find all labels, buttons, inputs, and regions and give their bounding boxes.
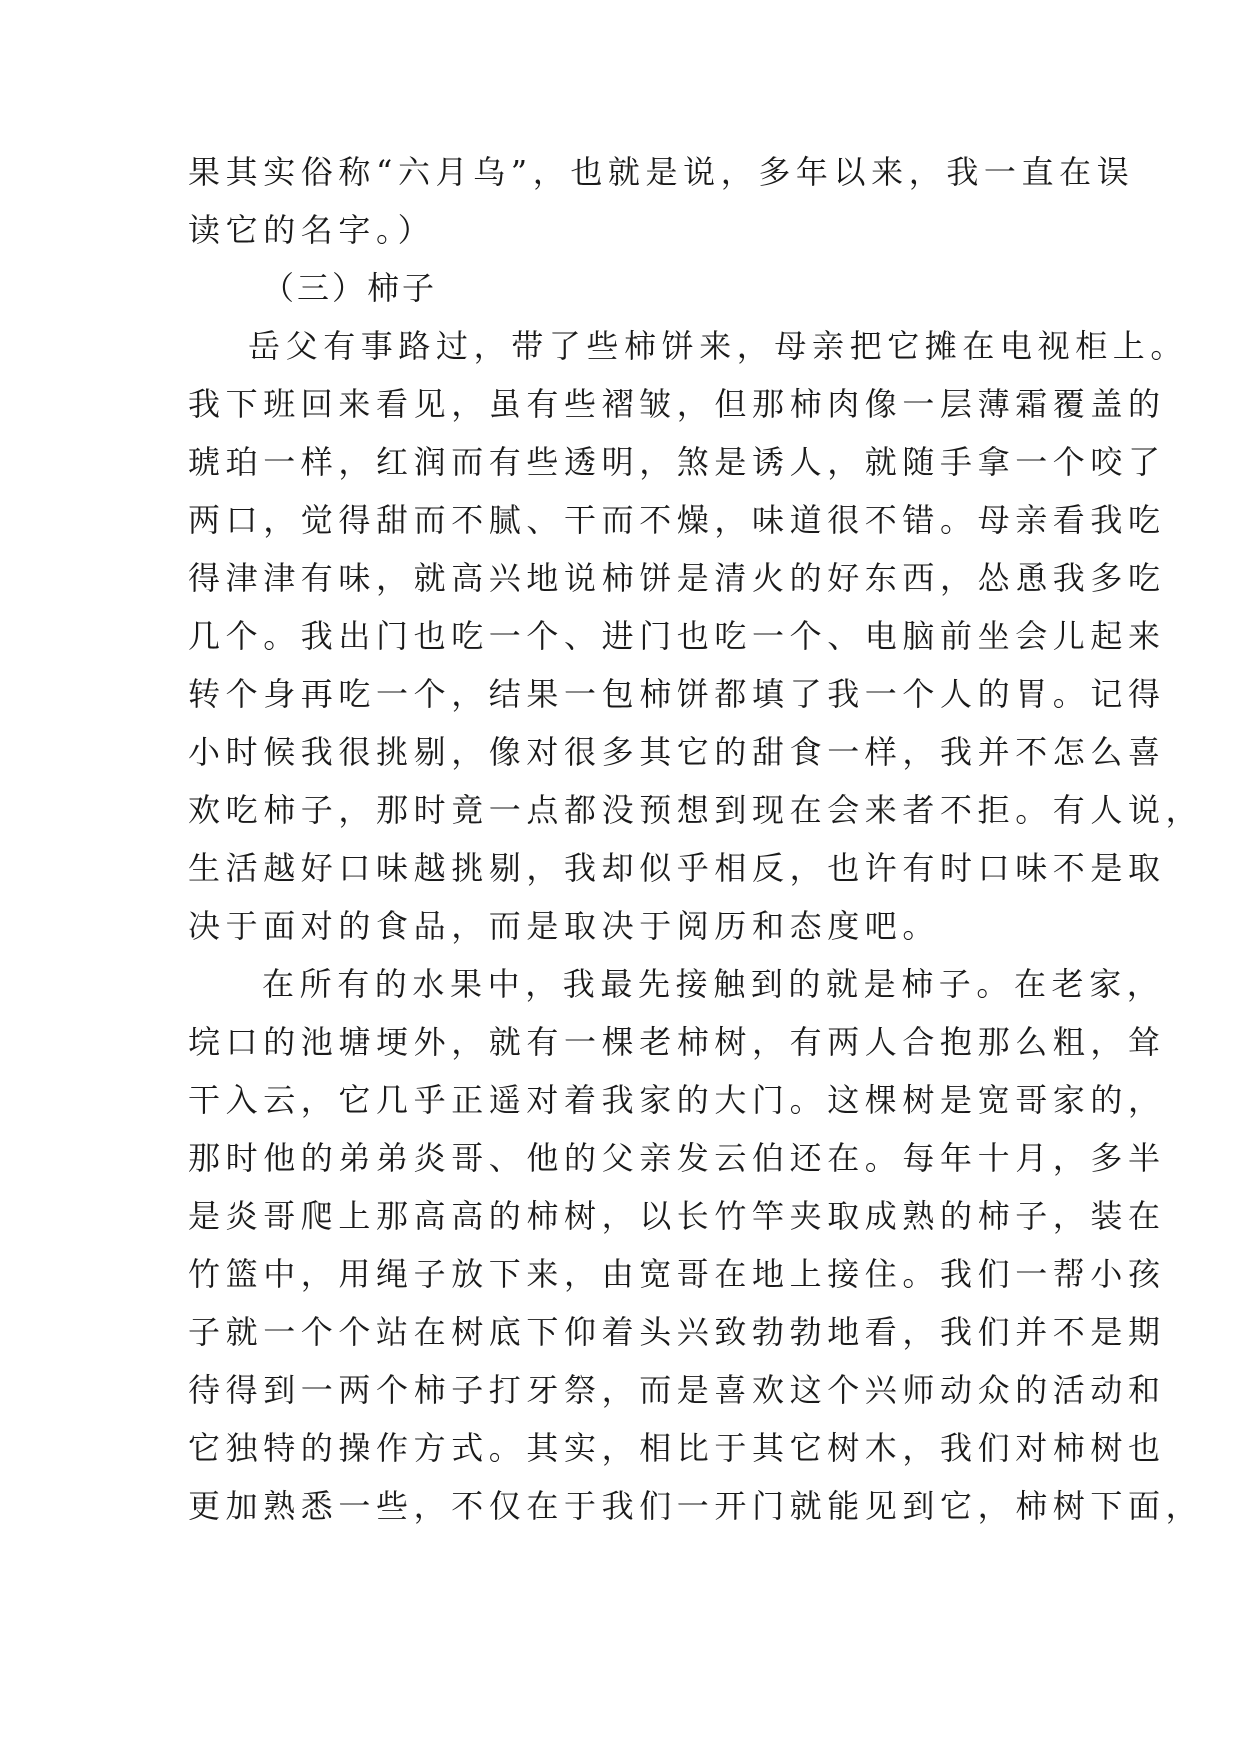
text-line: 生活越好口味越挑剔，我却似乎相反，也许有时口味不是取 [188, 849, 1166, 887]
text-line: 果其实俗称“六月乌”，也就是说，多年以来，我一直在误 [188, 153, 1135, 191]
text-line: 琥珀一样，红润而有些透明，煞是诱人，就随手拿一个咬了 [188, 443, 1166, 481]
text-line: 待得到一两个柿子打牙祭，而是喜欢这个兴师动众的活动和 [188, 1371, 1166, 1409]
text-line: 决于面对的食品，而是取决于阅历和态度吧。 [188, 907, 941, 945]
text-line: 几个。我出门也吃一个、进门也吃一个、电脑前坐会儿起来 [188, 617, 1166, 655]
text-line: 竹篮中，用绳子放下来，由宽哥在地上接住。我们一帮小孩 [188, 1255, 1166, 1293]
text-line: 小时候我很挑剔，像对很多其它的甜食一样，我并不怎么喜 [188, 733, 1166, 771]
text-line: 两口，觉得甜而不腻、干而不燥，味道很不错。母亲看我吃 [188, 501, 1166, 539]
text-line: 欢吃柿子，那时竟一点都没预想到现在会来者不拒。有人说， [188, 791, 1204, 829]
text-line: 得津津有味，就高兴地说柿饼是清火的好东西，怂恿我多吃 [188, 559, 1166, 597]
text-line: 那时他的弟弟炎哥、他的父亲发云伯还在。每年十月，多半 [188, 1139, 1166, 1177]
section-heading: （三）柿子 [262, 269, 438, 307]
text-line: 转个身再吃一个，结果一包柿饼都填了我一个人的胃。记得 [188, 675, 1166, 713]
text-line: 干入云，它几乎正遥对着我家的大门。这棵树是宽哥家的， [188, 1081, 1166, 1119]
text-line: 更加熟悉一些，不仅在于我们一开门就能见到它，柿树下面， [188, 1487, 1204, 1525]
text-line: 在所有的水果中，我最先接触到的就是柿子。在老家， [262, 965, 1165, 1003]
text-line: 是炎哥爬上那高高的柿树，以长竹竿夹取成熟的柿子，装在 [188, 1197, 1166, 1235]
text-line: 它独特的操作方式。其实，相比于其它树木，我们对柿树也 [188, 1429, 1166, 1467]
text-line: 岳父有事路过，带了些柿饼来，母亲把它摊在电视柜上。 [248, 327, 1189, 365]
text-line: 垸口的池塘埂外，就有一棵老柿树，有两人合抱那么粗，耸 [188, 1023, 1166, 1061]
text-line: 读它的名字。） [188, 211, 436, 249]
text-line: 我下班回来看见，虽有些褶皱，但那柿肉像一层薄霜覆盖的 [188, 385, 1166, 423]
text-line: 子就一个个站在树底下仰着头兴致勃勃地看，我们并不是期 [188, 1313, 1166, 1351]
